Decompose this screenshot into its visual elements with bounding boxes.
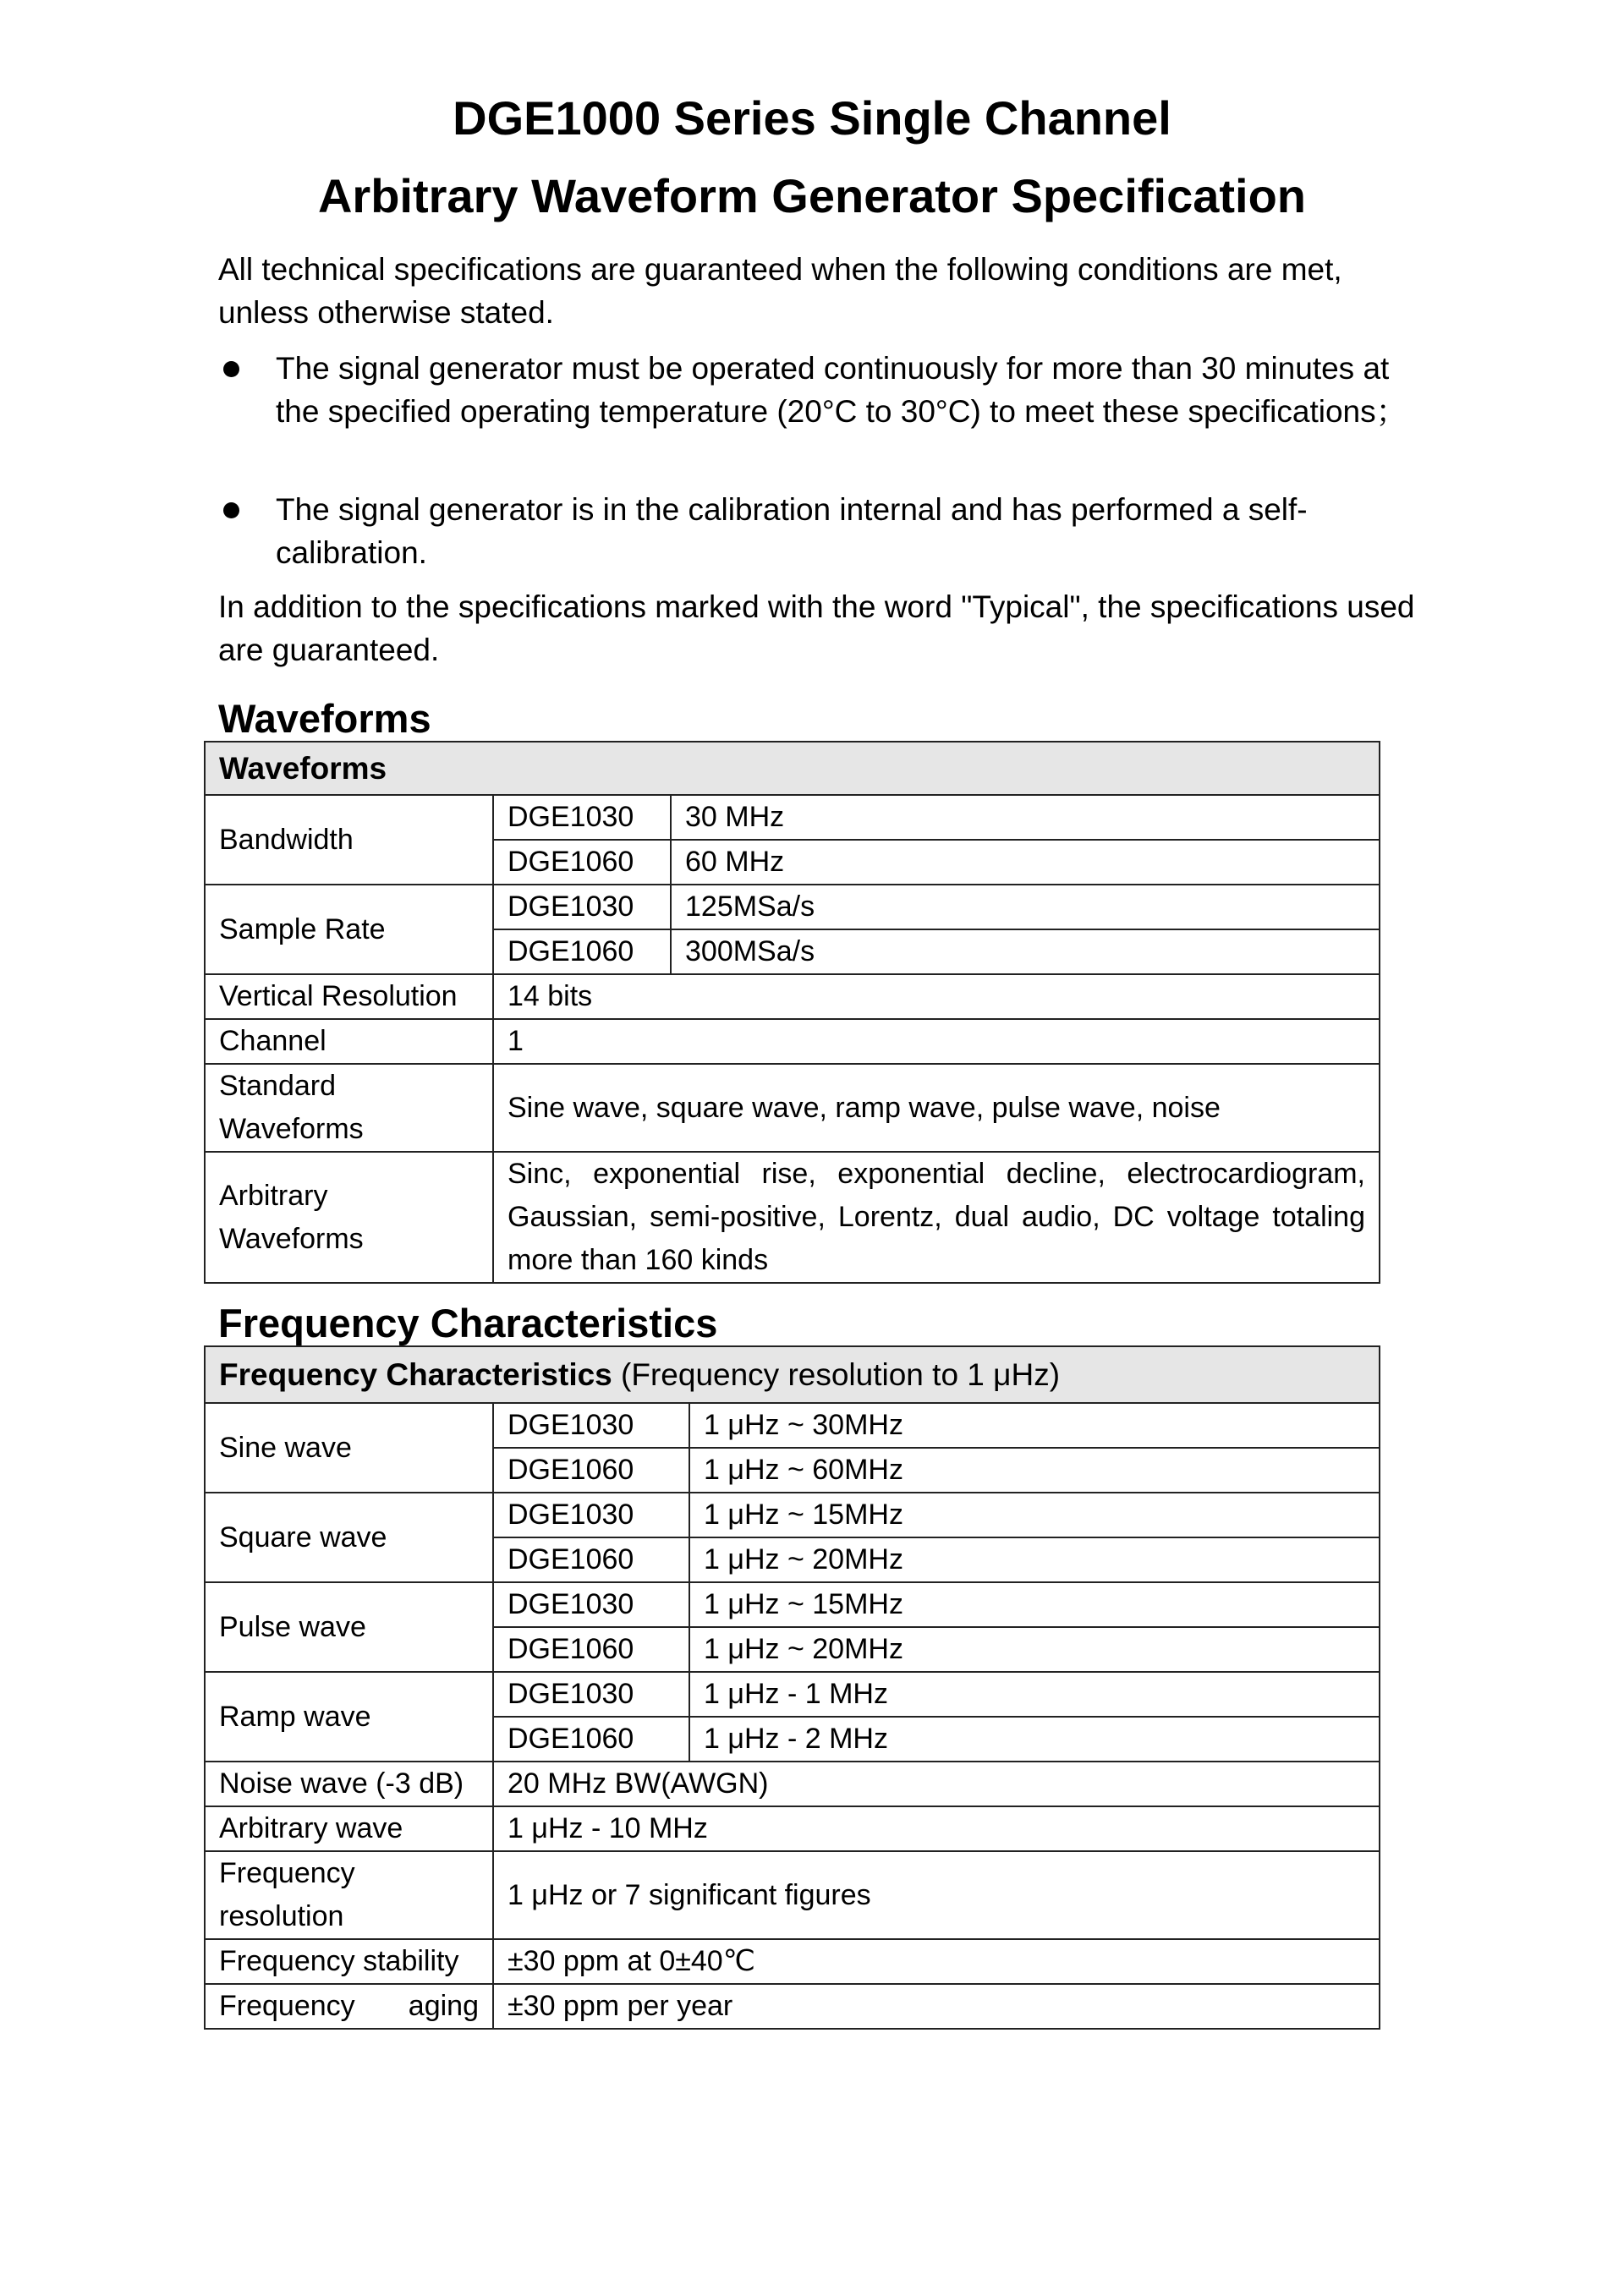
model-cell: DGE1030 xyxy=(493,795,671,840)
model-cell: DGE1030 xyxy=(493,1582,689,1627)
bullet-icon xyxy=(223,361,239,377)
model-cell: DGE1060 xyxy=(493,1627,689,1672)
value-cell: Sinc, exponential rise, exponential decline, electrocardiogram, Gaussian, semi-positive, Lorentz, dual audio, DC voltage totaling more than 160 kinds xyxy=(493,1152,1380,1283)
table-header: Waveforms xyxy=(205,742,1380,795)
value-cell: 1 μHz ~ 20MHz xyxy=(689,1537,1380,1582)
row-label xyxy=(205,1851,493,1939)
document-title-line2: Arbitrary Waveform Generator Specification xyxy=(317,169,1306,222)
row-label-line: Frequency xyxy=(219,1857,355,1889)
bullet-text: The signal generator is in the calibration internal and has performed a self-calibration. xyxy=(276,492,1308,570)
value-cell: 1 μHz ~ 15MHz xyxy=(689,1582,1380,1627)
value-cell: ±30 ppm per year xyxy=(493,1984,1380,2029)
value-cell: 125MSa/s xyxy=(671,885,1380,929)
model-cell: DGE1060 xyxy=(493,929,671,974)
table-header xyxy=(205,1346,1380,1403)
model-cell: DGE1030 xyxy=(493,1493,689,1537)
condition-bullet xyxy=(218,488,1419,574)
value-cell: 1 μHz - 2 MHz xyxy=(689,1717,1380,1762)
row-label: Ramp wave xyxy=(205,1672,493,1762)
frequency-table xyxy=(204,1345,1380,2030)
value-cell: 1 μHz - 10 MHz xyxy=(493,1806,1380,1851)
value-cell: 14 bits xyxy=(493,974,1380,1019)
row-label: Pulse wave xyxy=(205,1582,493,1672)
model-cell: DGE1060 xyxy=(493,1448,689,1493)
row-label: Square wave xyxy=(205,1493,493,1582)
row-label: Frequency aging xyxy=(205,1984,493,2029)
value-cell: 1 μHz or 7 significant figures xyxy=(493,1851,1380,1939)
value-cell: Sine wave, square wave, ramp wave, pulse wave, noise xyxy=(493,1064,1380,1152)
value-cell: 20 MHz BW(AWGN) xyxy=(493,1762,1380,1806)
row-label xyxy=(205,1064,493,1152)
model-cell: DGE1060 xyxy=(493,1717,689,1762)
row-label-line: resolution xyxy=(219,1900,344,1932)
model-cell: DGE1060 xyxy=(493,1537,689,1582)
value-cell: 1 μHz ~ 20MHz xyxy=(689,1627,1380,1672)
model-cell: DGE1030 xyxy=(493,1672,689,1717)
document-title-line1: DGE1000 Series Single Channel xyxy=(453,91,1171,145)
row-label-line: Standard xyxy=(219,1070,336,1102)
row-label: Bandwidth xyxy=(205,795,493,885)
row-label-line: Arbitrary xyxy=(219,1179,328,1212)
row-label: Channel xyxy=(205,1019,493,1064)
table-header-note: (Frequency resolution to 1 μHz) xyxy=(621,1357,1061,1392)
value-cell: 60 MHz xyxy=(671,840,1380,885)
row-label xyxy=(205,1152,493,1283)
model-cell: DGE1030 xyxy=(493,885,671,929)
model-cell: DGE1030 xyxy=(493,1403,689,1448)
row-label: Frequency stability xyxy=(205,1939,493,1984)
row-label-line: Waveforms xyxy=(219,1222,364,1255)
intro-paragraph: All technical specifications are guaranteed when the following conditions are met, unless otherwise stated. xyxy=(218,252,1342,330)
condition-bullet xyxy=(218,347,1419,433)
waveforms-table xyxy=(204,741,1380,1284)
value-cell: 30 MHz xyxy=(671,795,1380,840)
row-label: Sample Rate xyxy=(205,885,493,974)
bullet-text: The signal generator must be operated continuously for more than 30 minutes at the specified operating temperature (20°C to 30°C) to meet these specifications； xyxy=(276,351,1407,429)
value-cell: 1 μHz - 1 MHz xyxy=(689,1672,1380,1717)
value-cell: 300MSa/s xyxy=(671,929,1380,974)
row-label: Noise wave (-3 dB) xyxy=(205,1762,493,1806)
row-label: Vertical Resolution xyxy=(205,974,493,1019)
value-cell: ±30 ppm at 0±40℃ xyxy=(493,1939,1380,1984)
row-label-line: Waveforms xyxy=(219,1113,364,1145)
section-heading-frequency: Frequency Characteristics xyxy=(218,1301,718,1345)
value-cell: 1 μHz ~ 30MHz xyxy=(689,1403,1380,1448)
model-cell: DGE1060 xyxy=(493,840,671,885)
typical-note-paragraph: In addition to the specifications marked with the word "Typical", the specifications used are guaranteed. xyxy=(218,589,1415,667)
table-header-title: Frequency Characteristics xyxy=(219,1357,612,1392)
value-cell: 1 μHz ~ 15MHz xyxy=(689,1493,1380,1537)
value-cell: 1 μHz ~ 60MHz xyxy=(689,1448,1380,1493)
row-label: Sine wave xyxy=(205,1403,493,1493)
row-label: Arbitrary wave xyxy=(205,1806,493,1851)
value-cell: 1 xyxy=(493,1019,1380,1064)
section-heading-waveforms: Waveforms xyxy=(218,696,431,741)
bullet-icon xyxy=(223,502,239,518)
